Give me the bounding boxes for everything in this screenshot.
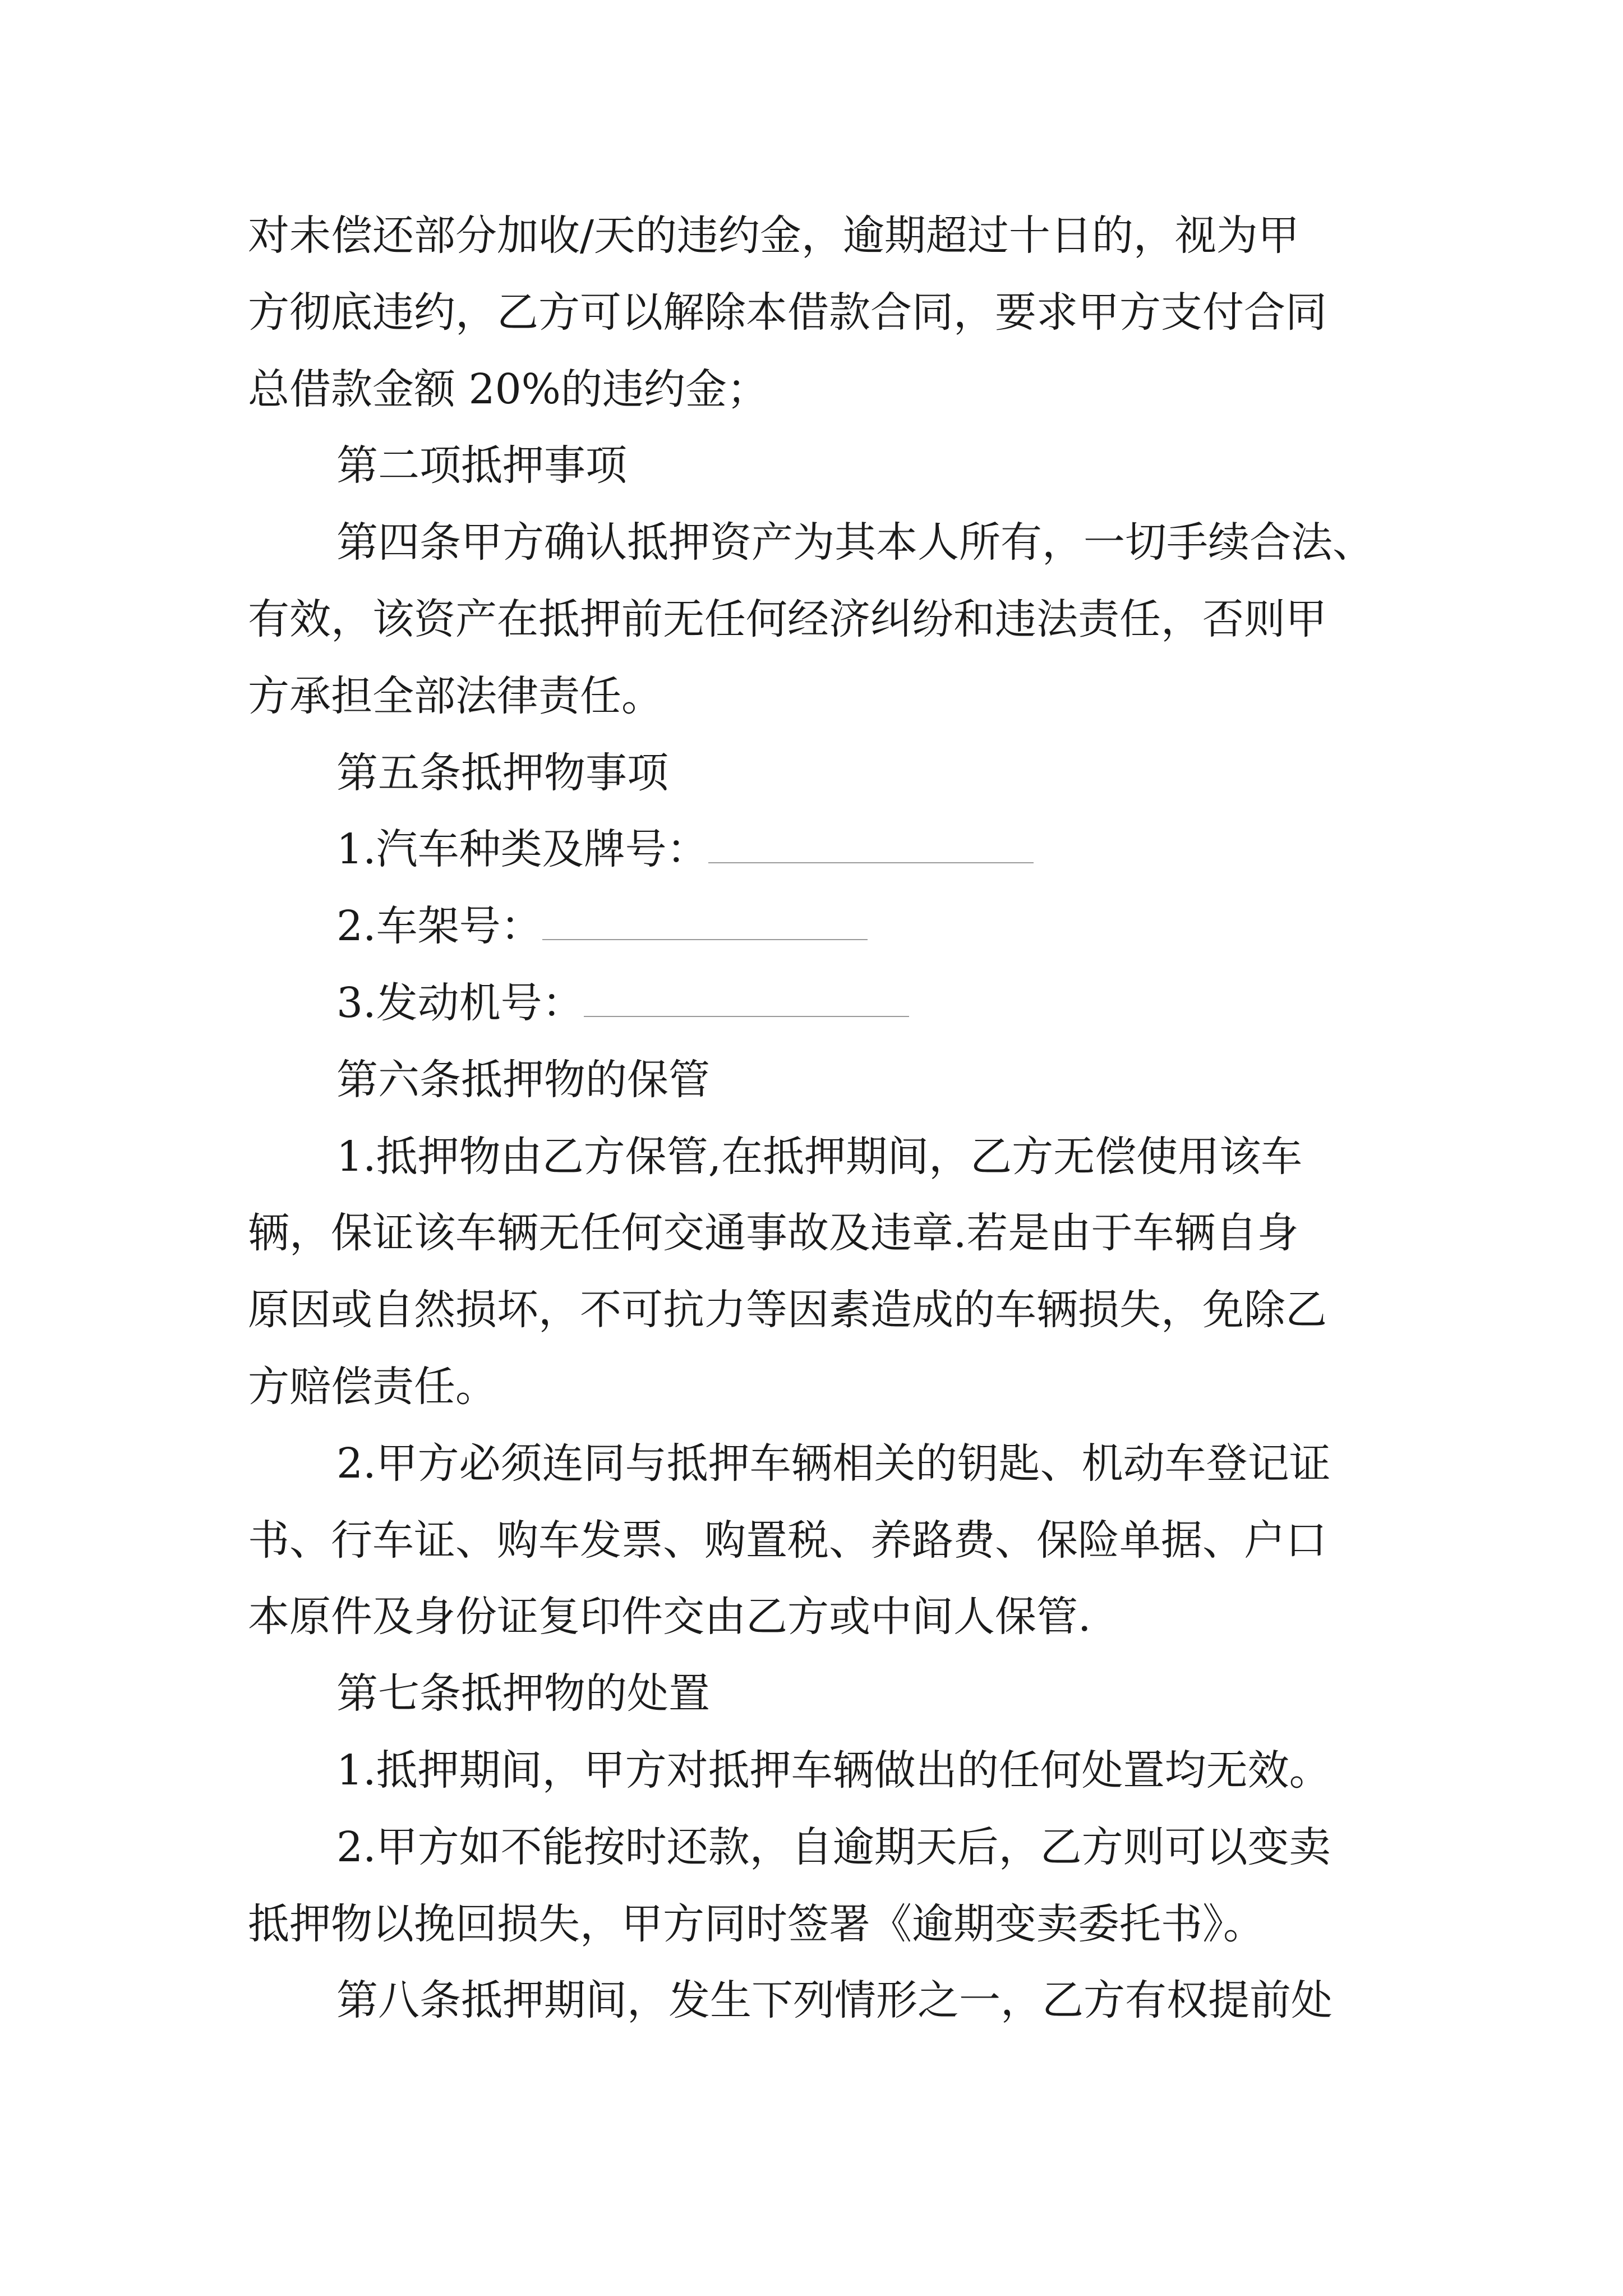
- fill-in-blank: [542, 907, 868, 940]
- fill-in-blank: [584, 983, 909, 1017]
- paragraph-line: 方彻底违约，乙方可以解除本借款合同，要求甲方支付合同: [248, 288, 1327, 337]
- paragraph-line: 有效，该资产在抵押前无任何经济纠纷和违法责任，否则甲: [248, 595, 1327, 643]
- field-label: 3.发动机号：: [336, 979, 584, 1027]
- paragraph-line: 书、行车证、购车发票、购置税、养路费、保险单据、户口: [248, 1516, 1327, 1565]
- field-label: 1.汽车种类及牌号：: [336, 825, 708, 873]
- paragraph-line: 辆，保证该车辆无任何交通事故及违章.若是由于车辆自身: [248, 1209, 1299, 1257]
- paragraph-line: 第四条甲方确认抵押资产为其本人所有，一切手续合法、: [336, 518, 1374, 567]
- section-heading: 第二项抵押事项: [336, 441, 627, 490]
- paragraph-line: 原因或自然损坏，不可抗力等因素造成的车辆损失，免除乙: [248, 1286, 1327, 1334]
- paragraph-line: 第八条抵押期间，发生下列情形之一，乙方有权提前处: [336, 1976, 1332, 2024]
- article-heading: 第五条抵押物事项: [336, 749, 668, 797]
- paragraph-line: 2.甲方必须连同与抵押车辆相关的钥匙、机动车登记证: [336, 1439, 1331, 1488]
- paragraph-line: 2.甲方如不能按时还款，自逾期天后，乙方则可以变卖: [336, 1823, 1331, 1871]
- article-heading: 第六条抵押物的保管: [336, 1056, 710, 1104]
- paragraph-line: 本原件及身份证复印件交由乙方或中间人保管.: [248, 1593, 1091, 1641]
- paragraph-line: 方承担全部法律责任。: [248, 672, 663, 720]
- paragraph-line: 1.抵押物由乙方保管,在抵押期间，乙方无偿使用该车: [336, 1133, 1303, 1181]
- paragraph-line: 总借款金额 20%的违约金；: [248, 365, 768, 413]
- paragraph-line: 方赔偿责任。: [248, 1363, 497, 1411]
- engine-number-field: [336, 975, 909, 1031]
- vehicle-type-field: [336, 821, 1034, 877]
- paragraph-line: 1.抵押期间，甲方对抵押车辆做出的任何处置均无效。: [336, 1746, 1331, 1795]
- paragraph-line: 对未偿还部分加收/天的违约金，逾期超过十日的，视为甲: [248, 211, 1299, 260]
- fill-in-blank: [708, 830, 1034, 863]
- frame-number-field: [336, 898, 868, 954]
- paragraph-line: 抵押物以挽回损失，甲方同时签署《逾期变卖委托书》。: [248, 1900, 1265, 1948]
- article-heading: 第七条抵押物的处置: [336, 1669, 710, 1718]
- field-label: 2.车架号：: [336, 902, 542, 950]
